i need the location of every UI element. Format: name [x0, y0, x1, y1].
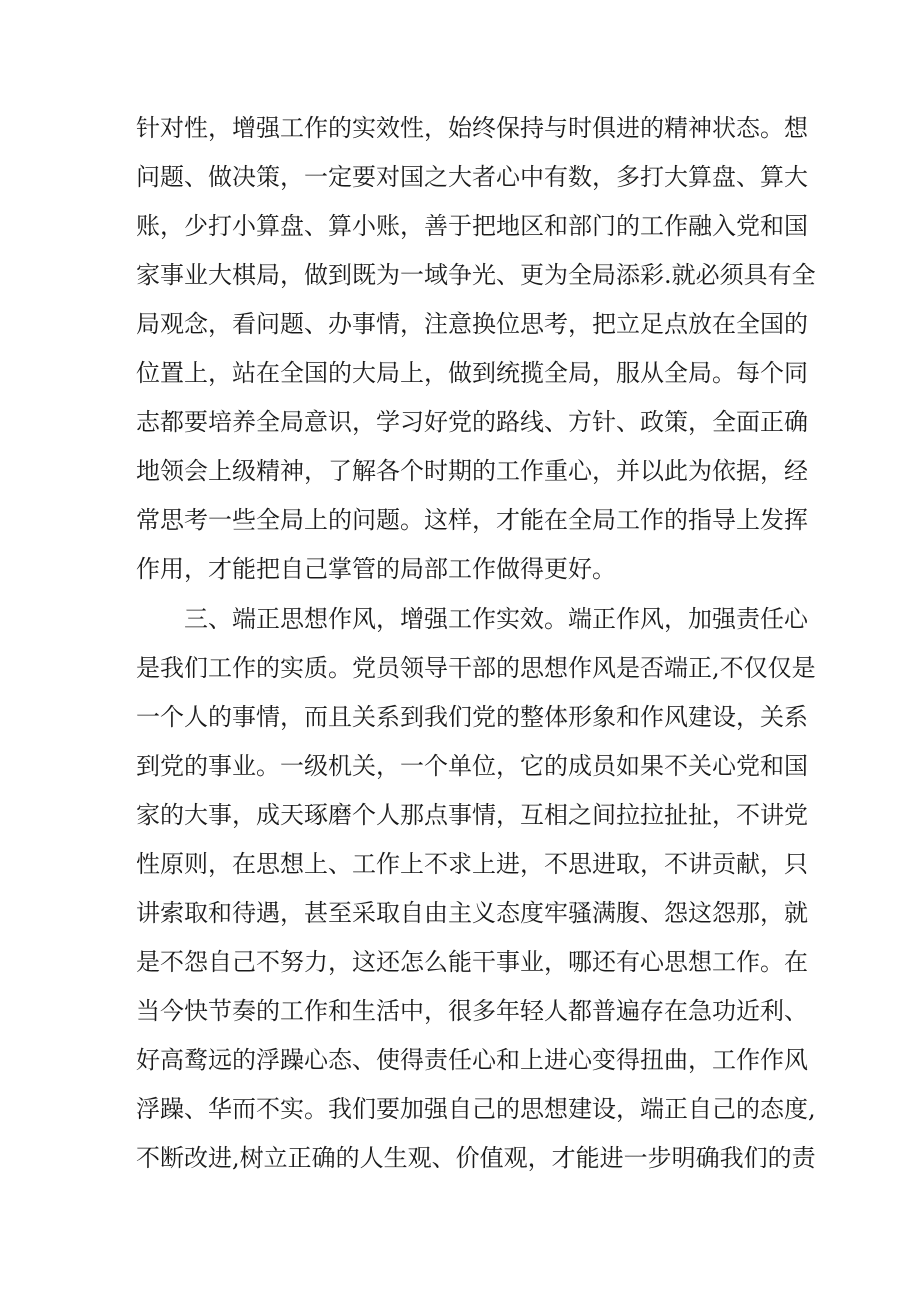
section-heading-line: 三、端正思想作风，增强工作实效。端正作风，加强责任心	[184, 605, 808, 633]
text-line: 家的大事，成天琢磨个人那点事情，互相之间拉拉扯扯，不讲党	[136, 801, 808, 829]
text-line: 位置上，站在全国的大局上，做到统揽全局，服从全局。每个同	[136, 359, 808, 387]
text-line: 地领会上级精神，了解各个时期的工作重心，并以此为依据，经	[136, 457, 808, 485]
text-line: 是不怨自己不努力，这还怎么能干事业，哪还有心思想工作。在	[136, 948, 808, 976]
text-line: 好高鹜远的浮躁心态、使得责任心和上进心变得扭曲，工作作风	[136, 1046, 808, 1074]
text-line: 针对性，增强工作的实效性，始终保持与时俱进的精神状态。想	[136, 114, 808, 142]
paragraph-global-view	[136, 104, 816, 594]
text-line: 志都要培养全局意识，学习好党的路线、方针、政策，全面正确	[136, 408, 808, 436]
text-line: 是我们工作的实质。党员领导干部的思想作风是否端正,不仅仅是	[136, 654, 816, 682]
text-line: 常思考一些全局上的问题。这样，才能在全局工作的指导上发挥	[136, 506, 808, 534]
text-line: 家事业大棋局，做到既为一域争光、更为全局添彩.就必须具有全	[136, 261, 816, 289]
text-line: 问题、做决策，一定要对国之大者心中有数，多打大算盘、算大	[136, 163, 808, 191]
text-line: 到党的事业。一级机关，一个单位，它的成员如果不关心党和国	[136, 752, 808, 780]
text-line: 当今快节奏的工作和生活中，很多年轻人都普遍存在急功近利、	[136, 997, 808, 1025]
text-line: 局观念，看问题、办事情，注意换位思考，把立足点放在全国的	[136, 310, 808, 338]
text-line: 浮躁、华而不实。我们要加强自己的思想建设，端正自己的态度,	[136, 1095, 816, 1123]
text-line: 不断改进,树立正确的人生观、价值观，才能进一步明确我们的责	[136, 1144, 816, 1172]
text-line: 性原则，在思想上、工作上不求上进，不思进取，不讲贡献，只	[136, 850, 808, 878]
text-line: 讲索取和待遇，甚至采取自由主义态度牢骚满腹、怨这怨那，就	[136, 899, 808, 927]
paragraph-section-three	[136, 595, 816, 1183]
text-line: 账，少打小算盘、算小账，善于把地区和部门的工作融入党和国	[136, 212, 808, 240]
text-line: 一个人的事情，而且关系到我们党的整体形象和作风建设，关系	[136, 703, 808, 731]
text-line: 作用，才能把自己掌管的局部工作做得更好。	[136, 555, 616, 583]
